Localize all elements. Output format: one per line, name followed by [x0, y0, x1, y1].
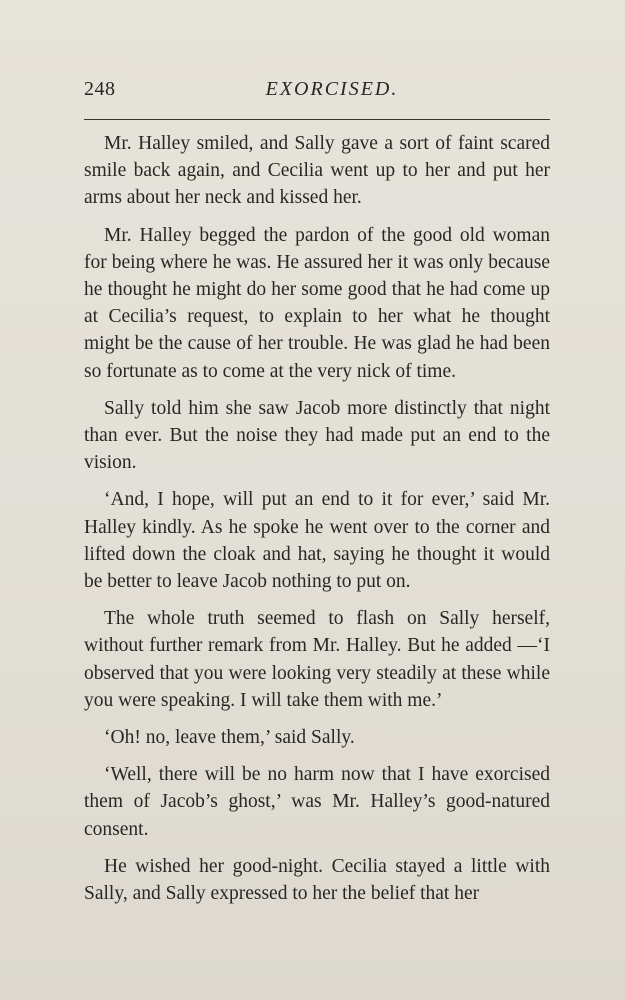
- running-title: EXORCISED.: [265, 78, 399, 100]
- paragraph: Mr. Halley begged the pardon of the good old woman for being where he was. He assured her it was only because he thought he might do her some good that he had come up at Cecilia’s request, to explain to her what he thought might be the cause of her trouble. He was glad he had been so fortunate as to come at the very nick of time.: [84, 224, 550, 382]
- running-head: [84, 78, 550, 108]
- body-text: [84, 130, 550, 917]
- paragraph: ‘And, I hope, will put an end to it for ever,’ said Mr. Halley kindly. As he spoke he went over to the corner and lifted down the cloak and hat, saying he thought it would be better to leave Jacob nothing to put on.: [84, 489, 550, 593]
- paragraph: Mr. Halley smiled, and Sally gave a sort of faint scared smile back again, and Cecilia went up to her and put her arms about her neck and kissed her.: [84, 133, 550, 209]
- paragraph: Sally told him she saw Jacob more distinctly that night than ever. But the noise they had made put an end to the vision.: [84, 397, 550, 474]
- header-rule: [84, 119, 550, 120]
- paragraph: The whole truth seemed to flash on Sally herself, without further remark from Mr. Halley. But he added —‘I observed that you were looking very steadily at these while you were speaking. I will take them with me.’: [84, 608, 550, 711]
- paragraph: ‘Oh! no, leave them,’ said Sally.: [104, 727, 355, 749]
- paragraph: ‘Well, there will be no harm now that I have exorcised them of Jacob’s ghost,’ was Mr. Halley’s good-natured consent.: [84, 764, 550, 840]
- page-number: 248: [84, 78, 116, 100]
- paragraph: He wished her good-night. Cecilia stayed a little with Sally, and Sally expressed to her the belief that her: [84, 855, 550, 905]
